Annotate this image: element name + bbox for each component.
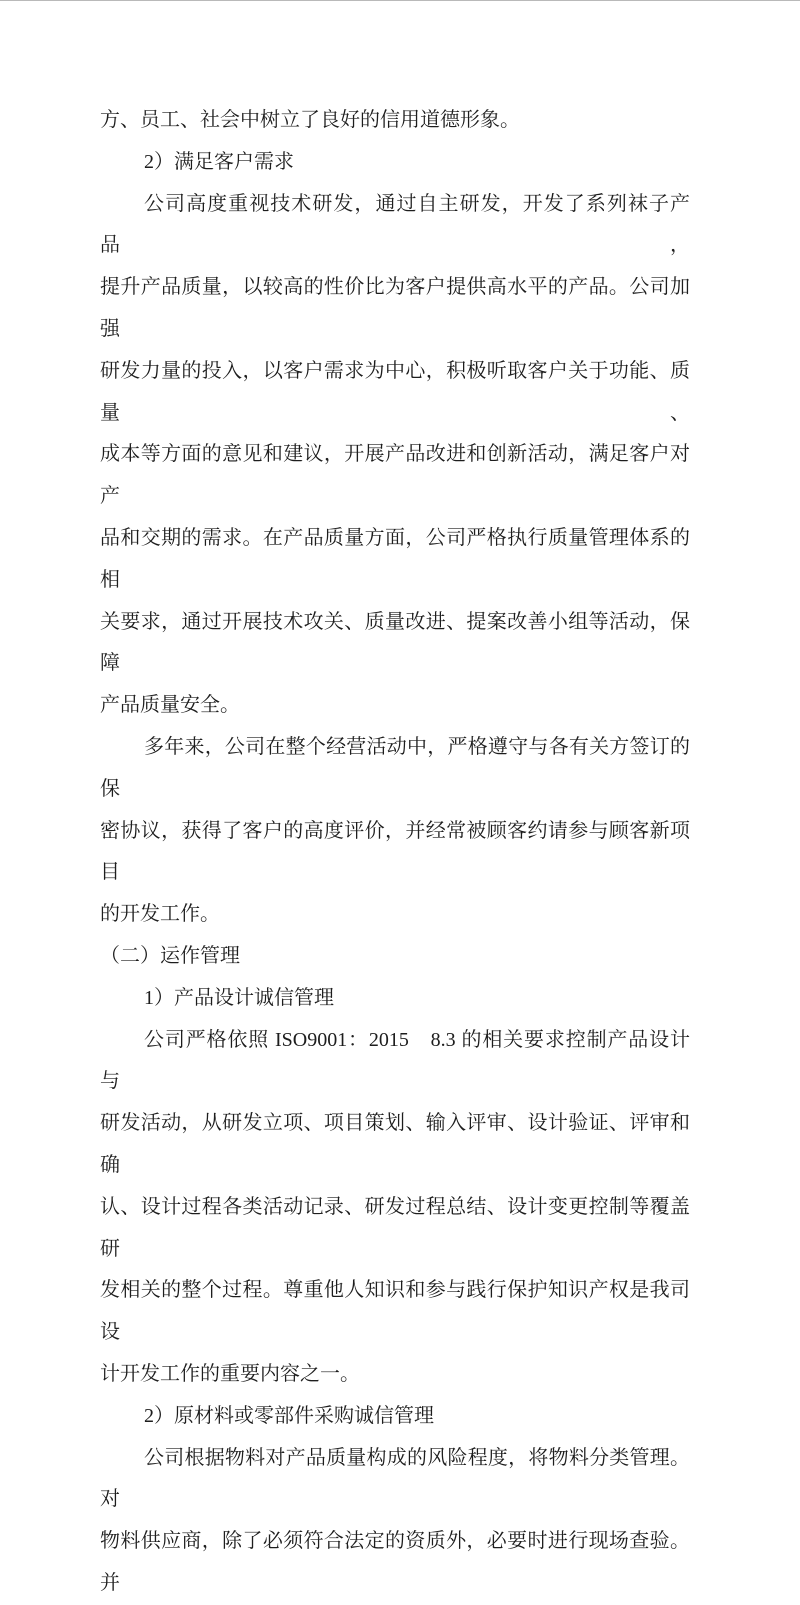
text-line: 多年来，公司在整个经营活动中，严格遵守与各有关方签订的保 <box>100 735 690 800</box>
text-line: 密协议，获得了客户的高度评价，并经常被顾客约请参与顾客新项目 <box>100 819 690 884</box>
text-line: 的开发工作。 <box>100 903 220 926</box>
text-line: 品和交期的需求。在产品质量方面，公司严格执行质量管理体系的相 <box>100 526 690 591</box>
text-line: 方、员工、社会中树立了良好的信用道德形象。 <box>100 109 520 131</box>
text-line: 发相关的整个过程。尊重他人知识和参与践行保护知识产权是我司设 <box>100 1279 690 1344</box>
text-line: 研发活动，从研发立项、项目策划、输入评审、设计验证、评审和确 <box>100 1112 690 1176</box>
text-line: 1）产品设计诚信管理 <box>144 986 334 1009</box>
text-line: 关要求，通过开展技术攻关、质量改进、提案改善小组等活动，保障 <box>100 610 690 675</box>
text-line: 2）满足客户需求 <box>144 150 294 173</box>
text-line: 公司根据物料对产品质量构成的风险程度，将物料分类管理。对 <box>100 1446 690 1511</box>
text-line: 研发力量的投入，以客户需求为中心，积极听取客户关于功能、质量、 <box>100 359 690 424</box>
text-line: 产品质量安全。 <box>100 694 240 717</box>
document-body <box>100 100 690 1605</box>
text-line: 公司高度重视技术研发，通过自主研发，开发了系列袜子产品， <box>100 192 690 257</box>
text-line: （二）运作管理 <box>100 944 240 967</box>
text-line: 成本等方面的意见和建议，开展产品改进和创新活动，满足客户对产 <box>100 443 690 508</box>
text-line: 认、设计过程各类活动记录、研发过程总结、设计变更控制等覆盖研 <box>100 1195 690 1260</box>
text-line: 计开发工作的重要内容之一。 <box>100 1362 360 1385</box>
text-line: 物料供应商，除了必须符合法定的资质外，必要时进行现场查验。并 <box>100 1530 690 1594</box>
text-line: 2）原材料或零部件采购诚信管理 <box>144 1404 434 1427</box>
text-line: 公司严格依照 ISO9001：2015 8.3 的相关要求控制产品设计与 <box>100 1028 690 1093</box>
text-line: 提升产品质量，以较高的性价比为客户提供高水平的产品。公司加强 <box>100 276 690 340</box>
